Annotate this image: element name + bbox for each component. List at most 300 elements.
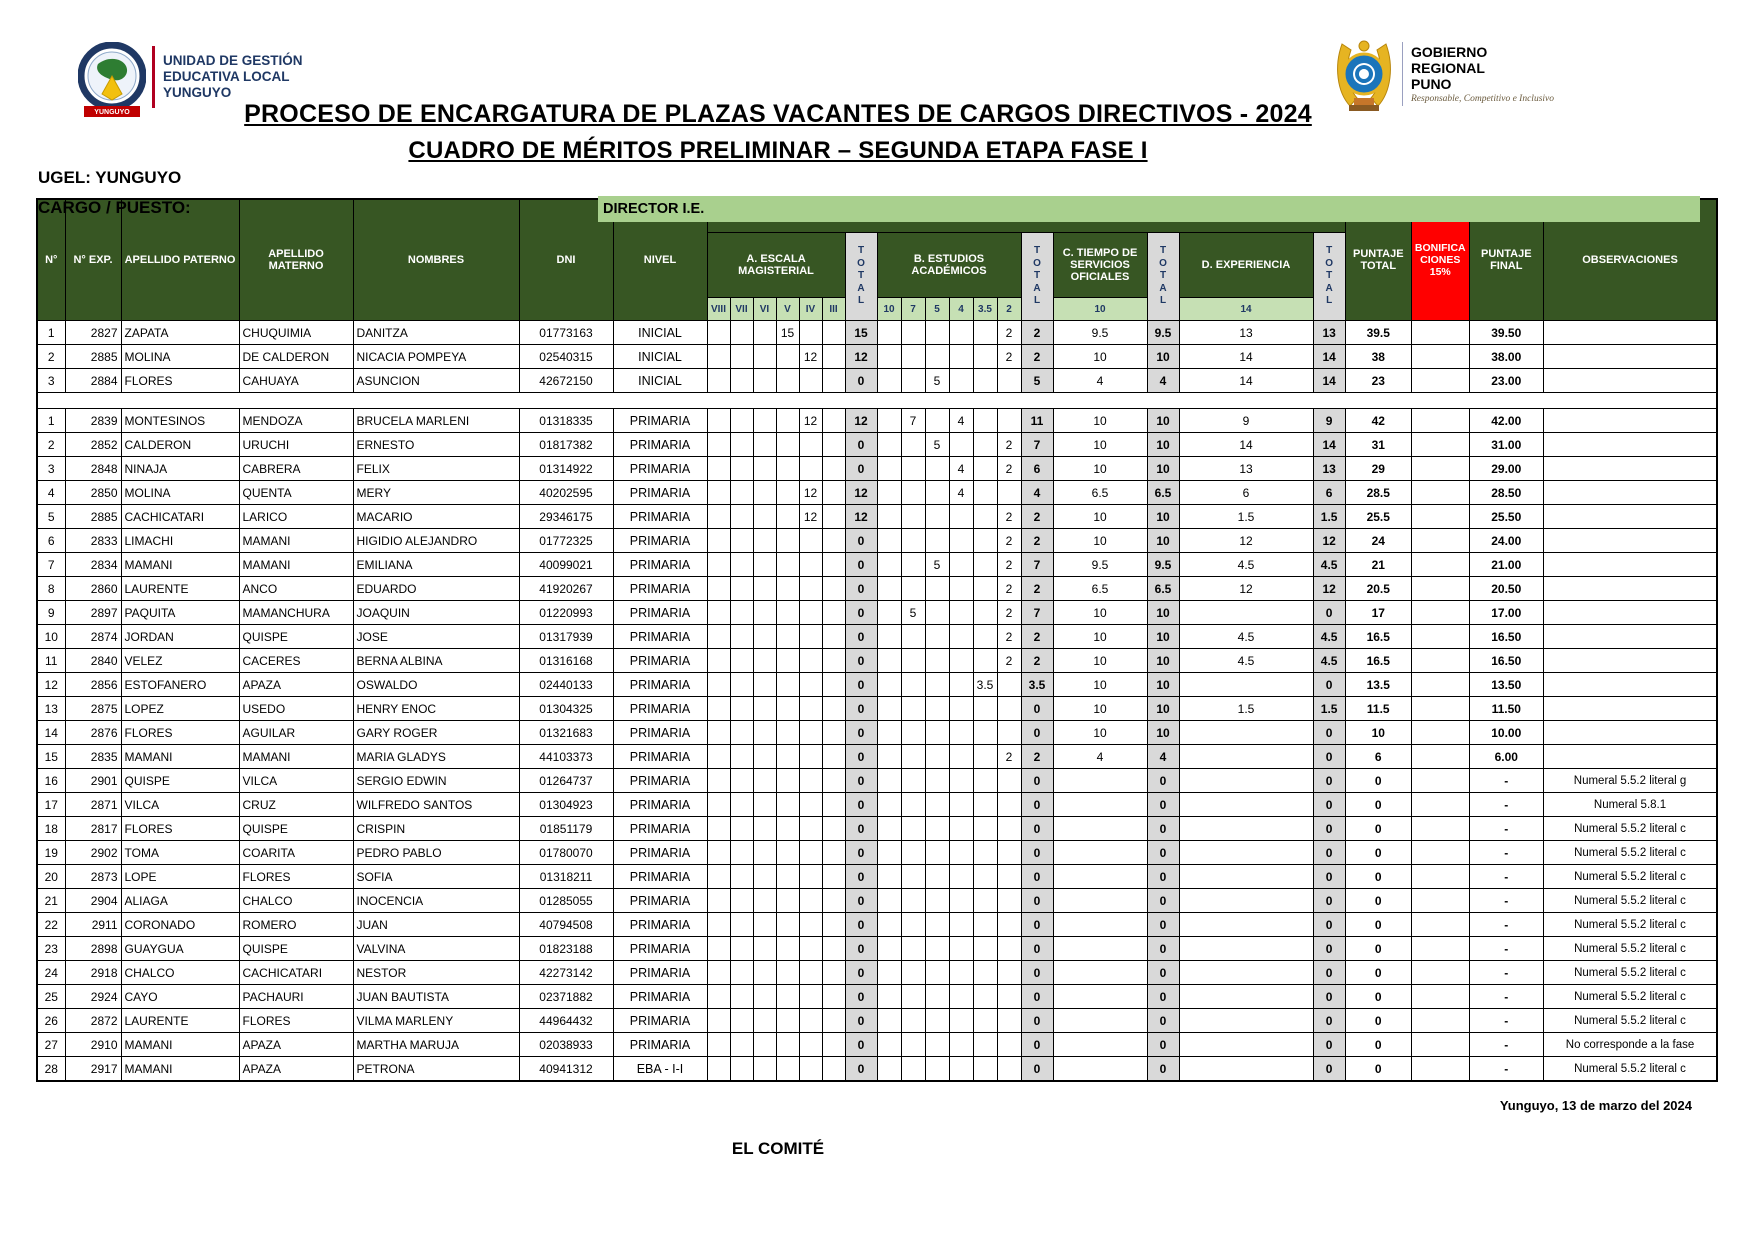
table-cell: CACHICATARI xyxy=(121,505,239,529)
table-cell: 42672150 xyxy=(519,369,613,393)
table-cell xyxy=(707,721,730,745)
table-cell: 2 xyxy=(997,649,1021,673)
table-cell: CRUZ xyxy=(239,793,353,817)
cargo-puesto-label: CARGO / PUESTO: xyxy=(38,198,191,217)
table-cell xyxy=(973,793,997,817)
table-cell xyxy=(776,865,799,889)
table-cell: FLORES xyxy=(239,865,353,889)
table-cell xyxy=(877,1057,901,1082)
table-cell: 2876 xyxy=(65,721,121,745)
table-cell xyxy=(707,769,730,793)
table-cell: 2874 xyxy=(65,625,121,649)
table-cell: 2 xyxy=(997,457,1021,481)
table-cell: 4.5 xyxy=(1313,553,1345,577)
table-cell: 0 xyxy=(845,577,877,601)
table-cell: 0 xyxy=(845,673,877,697)
table-cell: 0 xyxy=(1147,793,1179,817)
table-cell: 9 xyxy=(37,601,65,625)
table-cell xyxy=(776,625,799,649)
table-cell xyxy=(707,481,730,505)
table-cell xyxy=(799,769,822,793)
table-cell: 0 xyxy=(1313,841,1345,865)
table-cell: 25.5 xyxy=(1345,505,1411,529)
table-cell xyxy=(877,457,901,481)
table-cell xyxy=(1543,673,1717,697)
col-header-bonificaciones: BONIFICA CIONES 15% xyxy=(1411,199,1469,321)
table-cell: DE CALDERON xyxy=(239,345,353,369)
table-cell xyxy=(997,793,1021,817)
merit-table-body xyxy=(37,321,1717,1082)
table-cell: 0 xyxy=(1021,697,1053,721)
table-cell: 24.00 xyxy=(1469,529,1543,553)
table-cell: 0 xyxy=(845,889,877,913)
table-cell xyxy=(799,937,822,961)
table-cell xyxy=(776,745,799,769)
table-cell xyxy=(877,913,901,937)
table-cell: 0 xyxy=(845,721,877,745)
table-cell: 7 xyxy=(1021,433,1053,457)
table-cell xyxy=(776,649,799,673)
table-cell: 11.50 xyxy=(1469,697,1543,721)
subcol-estudios-3-5: 3.5 xyxy=(973,298,997,321)
table-row xyxy=(37,625,1717,649)
table-cell: 20.5 xyxy=(1345,577,1411,601)
table-cell: 01817382 xyxy=(519,433,613,457)
table-cell xyxy=(1053,937,1147,961)
table-cell xyxy=(730,529,753,553)
table-cell: 01318211 xyxy=(519,865,613,889)
table-cell: - xyxy=(1469,985,1543,1009)
table-cell xyxy=(822,481,845,505)
table-cell xyxy=(753,529,776,553)
table-cell: 2904 xyxy=(65,889,121,913)
table-cell xyxy=(1179,673,1313,697)
table-cell xyxy=(901,793,925,817)
table-cell xyxy=(877,841,901,865)
table-row xyxy=(37,433,1717,457)
table-cell: 16 xyxy=(37,769,65,793)
table-cell: 10 xyxy=(1147,529,1179,553)
table-cell: 0 xyxy=(1021,793,1053,817)
table-cell: 2839 xyxy=(65,409,121,433)
table-cell xyxy=(901,649,925,673)
masthead xyxy=(0,0,1754,172)
table-cell: 21 xyxy=(1345,553,1411,577)
table-cell xyxy=(1053,865,1147,889)
table-cell: 0 xyxy=(1021,769,1053,793)
table-cell: NICACIA POMPEYA xyxy=(353,345,519,369)
table-cell: OSWALDO xyxy=(353,673,519,697)
table-cell xyxy=(949,369,973,393)
table-cell xyxy=(877,625,901,649)
table-cell: 2 xyxy=(1021,345,1053,369)
table-cell: 4 xyxy=(1053,745,1147,769)
table-cell: ASUNCION xyxy=(353,369,519,393)
table-cell xyxy=(997,369,1021,393)
table-cell xyxy=(925,889,949,913)
table-cell xyxy=(1411,961,1469,985)
table-cell xyxy=(949,817,973,841)
table-cell xyxy=(753,841,776,865)
table-cell xyxy=(707,577,730,601)
table-cell xyxy=(730,745,753,769)
table-cell: 9 xyxy=(1179,409,1313,433)
table-cell xyxy=(901,345,925,369)
table-cell: - xyxy=(1469,841,1543,865)
table-cell: 0 xyxy=(845,697,877,721)
table-cell xyxy=(997,841,1021,865)
table-cell: 4 xyxy=(1021,481,1053,505)
table-cell xyxy=(1543,457,1717,481)
table-cell: 2 xyxy=(1021,577,1053,601)
table-cell: 10 xyxy=(1053,505,1147,529)
table-cell: 10 xyxy=(1147,345,1179,369)
table-cell xyxy=(1411,865,1469,889)
table-cell xyxy=(877,505,901,529)
table-cell: 28.50 xyxy=(1469,481,1543,505)
table-cell: 2840 xyxy=(65,649,121,673)
ugel-label: UGEL: YUNGUYO xyxy=(38,168,182,187)
table-cell: 0 xyxy=(1147,1057,1179,1082)
table-cell xyxy=(1411,505,1469,529)
table-cell xyxy=(949,745,973,769)
table-cell xyxy=(776,985,799,1009)
table-cell: 40202595 xyxy=(519,481,613,505)
table-cell xyxy=(707,601,730,625)
table-cell: 3.5 xyxy=(1021,673,1053,697)
table-row xyxy=(37,841,1717,865)
table-cell xyxy=(822,577,845,601)
table-cell xyxy=(1543,433,1717,457)
table-cell: CAYO xyxy=(121,985,239,1009)
table-cell xyxy=(925,793,949,817)
table-cell xyxy=(925,321,949,345)
table-cell xyxy=(753,985,776,1009)
table-cell: PRIMARIA xyxy=(613,937,707,961)
puno-logo-line1: GOBIERNO xyxy=(1411,44,1488,60)
table-cell xyxy=(1179,937,1313,961)
table-cell: APAZA xyxy=(239,1033,353,1057)
table-cell xyxy=(973,409,997,433)
table-cell xyxy=(799,369,822,393)
table-cell xyxy=(949,913,973,937)
table-cell: - xyxy=(1469,865,1543,889)
subcol-estudios-5: 5 xyxy=(925,298,949,321)
table-cell xyxy=(799,433,822,457)
table-cell: CAHUAYA xyxy=(239,369,353,393)
table-row xyxy=(37,649,1717,673)
table-row xyxy=(37,409,1717,433)
table-cell: 2 xyxy=(1021,321,1053,345)
table-cell xyxy=(776,697,799,721)
table-row xyxy=(37,961,1717,985)
table-cell xyxy=(799,601,822,625)
table-cell xyxy=(776,1033,799,1057)
table-cell: 23.00 xyxy=(1469,369,1543,393)
table-cell: 2 xyxy=(37,345,65,369)
table-cell xyxy=(973,865,997,889)
table-cell: CALDERON xyxy=(121,433,239,457)
table-cell xyxy=(753,937,776,961)
table-cell xyxy=(925,649,949,673)
table-cell: 0 xyxy=(845,793,877,817)
table-cell: Numeral 5.5.2 literal c xyxy=(1543,1057,1717,1082)
table-cell: 01773163 xyxy=(519,321,613,345)
table-cell xyxy=(925,697,949,721)
table-cell xyxy=(730,345,753,369)
table-cell: MOLINA xyxy=(121,481,239,505)
table-cell xyxy=(901,769,925,793)
table-cell xyxy=(776,769,799,793)
table-cell xyxy=(973,345,997,369)
table-cell xyxy=(730,433,753,457)
table-cell: 2918 xyxy=(65,961,121,985)
table-cell: 42.00 xyxy=(1469,409,1543,433)
table-cell: 19 xyxy=(37,841,65,865)
table-cell xyxy=(997,865,1021,889)
table-cell xyxy=(877,1009,901,1033)
table-cell: 01264737 xyxy=(519,769,613,793)
table-cell: QUENTA xyxy=(239,481,353,505)
table-cell: - xyxy=(1469,889,1543,913)
table-cell: 0 xyxy=(1147,841,1179,865)
table-row xyxy=(37,1057,1717,1082)
table-cell: 01321683 xyxy=(519,721,613,745)
table-cell xyxy=(949,345,973,369)
table-cell: GARY ROGER xyxy=(353,721,519,745)
table-cell: VALVINA xyxy=(353,937,519,961)
table-cell xyxy=(877,553,901,577)
table-cell: 2910 xyxy=(65,1033,121,1057)
table-cell: 0 xyxy=(1313,937,1345,961)
table-cell xyxy=(997,673,1021,697)
table-cell: 23 xyxy=(1345,369,1411,393)
table-cell: 0 xyxy=(1313,985,1345,1009)
table-cell: - xyxy=(1469,937,1543,961)
table-cell xyxy=(799,649,822,673)
table-cell: 3 xyxy=(37,369,65,393)
table-cell xyxy=(776,817,799,841)
table-cell: 9.5 xyxy=(1147,553,1179,577)
table-cell: 01304923 xyxy=(519,793,613,817)
table-row xyxy=(37,481,1717,505)
table-cell xyxy=(730,1009,753,1033)
table-cell: 2834 xyxy=(65,553,121,577)
table-cell xyxy=(1543,745,1717,769)
table-cell xyxy=(707,961,730,985)
table-cell: 2875 xyxy=(65,697,121,721)
table-cell xyxy=(925,961,949,985)
table-cell xyxy=(707,889,730,913)
table-cell xyxy=(730,961,753,985)
table-cell: VILMA MARLENY xyxy=(353,1009,519,1033)
table-cell: 0 xyxy=(845,1033,877,1057)
table-cell: MACARIO xyxy=(353,505,519,529)
col-header-total-b: TOTAL xyxy=(1021,233,1053,321)
table-cell: 16.5 xyxy=(1345,625,1411,649)
table-cell: 44103373 xyxy=(519,745,613,769)
table-cell: 7 xyxy=(1021,601,1053,625)
table-cell: 0 xyxy=(845,649,877,673)
col-header-puntaje-total: PUNTAJE TOTAL xyxy=(1345,199,1411,321)
table-cell xyxy=(753,1009,776,1033)
table-cell: ZAPATA xyxy=(121,321,239,345)
table-cell: 9.5 xyxy=(1053,553,1147,577)
table-cell xyxy=(1411,577,1469,601)
table-cell: - xyxy=(1469,961,1543,985)
table-cell: - xyxy=(1469,913,1543,937)
table-cell xyxy=(799,1009,822,1033)
table-cell: JORDAN xyxy=(121,625,239,649)
table-cell xyxy=(973,769,997,793)
table-cell: 4.5 xyxy=(1313,625,1345,649)
table-cell xyxy=(822,793,845,817)
table-cell xyxy=(776,937,799,961)
table-cell: 13 xyxy=(1179,321,1313,345)
table-cell xyxy=(753,481,776,505)
table-cell: 4 xyxy=(37,481,65,505)
table-cell xyxy=(707,697,730,721)
table-cell: MAMANI xyxy=(121,745,239,769)
table-cell: 0 xyxy=(1021,817,1053,841)
table-cell: PRIMARIA xyxy=(613,601,707,625)
table-cell xyxy=(753,625,776,649)
table-cell: 01285055 xyxy=(519,889,613,913)
table-cell xyxy=(973,697,997,721)
table-cell: 0 xyxy=(845,529,877,553)
table-cell: 0 xyxy=(1313,865,1345,889)
table-cell: 2835 xyxy=(65,745,121,769)
table-cell xyxy=(730,553,753,577)
table-cell xyxy=(997,409,1021,433)
table-cell: 0 xyxy=(845,937,877,961)
table-cell: 25.50 xyxy=(1469,505,1543,529)
table-cell xyxy=(901,625,925,649)
table-cell xyxy=(877,529,901,553)
table-cell xyxy=(973,1009,997,1033)
table-cell xyxy=(707,1057,730,1082)
table-cell: MAMANI xyxy=(121,553,239,577)
table-cell: 4 xyxy=(949,409,973,433)
table-cell xyxy=(822,369,845,393)
table-cell xyxy=(973,433,997,457)
table-cell: CACHICATARI xyxy=(239,961,353,985)
table-cell: 0 xyxy=(1345,961,1411,985)
table-cell xyxy=(1053,961,1147,985)
ugel-logo-line2: EDUCATIVA LOCAL xyxy=(163,68,290,84)
table-cell: PRIMARIA xyxy=(613,505,707,529)
table-cell: PRIMARIA xyxy=(613,721,707,745)
table-cell: 16.5 xyxy=(1345,649,1411,673)
table-cell: 01220993 xyxy=(519,601,613,625)
table-cell xyxy=(730,673,753,697)
table-cell xyxy=(776,841,799,865)
table-cell: 0 xyxy=(1313,745,1345,769)
table-cell: 0 xyxy=(1147,961,1179,985)
table-cell: 4.5 xyxy=(1313,649,1345,673)
table-cell xyxy=(753,817,776,841)
table-cell xyxy=(925,769,949,793)
table-cell xyxy=(822,505,845,529)
table-cell xyxy=(997,985,1021,1009)
table-cell: 0 xyxy=(845,841,877,865)
table-cell: 9 xyxy=(1313,409,1345,433)
table-cell xyxy=(1411,409,1469,433)
table-cell xyxy=(925,937,949,961)
table-cell xyxy=(730,913,753,937)
table-cell: 13 xyxy=(1313,457,1345,481)
table-cell xyxy=(753,793,776,817)
table-cell: 10 xyxy=(1053,529,1147,553)
table-cell xyxy=(822,745,845,769)
table-cell xyxy=(753,369,776,393)
table-cell xyxy=(822,529,845,553)
table-cell: PRIMARIA xyxy=(613,481,707,505)
table-cell xyxy=(973,889,997,913)
table-cell: 40099021 xyxy=(519,553,613,577)
table-cell xyxy=(753,457,776,481)
table-cell: 24 xyxy=(1345,529,1411,553)
table-row xyxy=(37,345,1717,369)
table-cell: 2 xyxy=(997,745,1021,769)
table-cell: 5 xyxy=(901,601,925,625)
col-header-total-c: TOTAL xyxy=(1147,233,1179,321)
table-cell xyxy=(973,721,997,745)
table-cell xyxy=(997,769,1021,793)
table-cell: 0 xyxy=(1313,1057,1345,1082)
table-cell: 0 xyxy=(1021,865,1053,889)
table-cell xyxy=(997,961,1021,985)
table-cell: PRIMARIA xyxy=(613,697,707,721)
table-cell xyxy=(925,345,949,369)
table-cell: Numeral 5.5.2 literal c xyxy=(1543,889,1717,913)
table-cell xyxy=(925,985,949,1009)
table-cell: 02038933 xyxy=(519,1033,613,1057)
table-cell: 10 xyxy=(1147,601,1179,625)
table-cell xyxy=(799,625,822,649)
puno-logo-line3: PUNO xyxy=(1411,76,1452,93)
table-cell: 13 xyxy=(37,697,65,721)
table-cell: MONTESINOS xyxy=(121,409,239,433)
table-cell: 1.5 xyxy=(1313,505,1345,529)
subcol-servicios-10: 10 xyxy=(1053,298,1147,321)
subcol-estudios-4: 4 xyxy=(949,298,973,321)
document-meta xyxy=(38,168,1754,224)
table-cell: 16.50 xyxy=(1469,649,1543,673)
table-cell xyxy=(1179,1033,1313,1057)
table-cell xyxy=(822,721,845,745)
table-cell: 12 xyxy=(845,345,877,369)
table-cell xyxy=(730,457,753,481)
table-cell: 2 xyxy=(1021,505,1053,529)
table-cell xyxy=(1543,553,1717,577)
table-cell: 6.5 xyxy=(1147,577,1179,601)
table-cell: ANCO xyxy=(239,577,353,601)
table-cell: 0 xyxy=(845,457,877,481)
table-cell: 6 xyxy=(1313,481,1345,505)
table-cell: 39.50 xyxy=(1469,321,1543,345)
table-cell xyxy=(730,1057,753,1082)
table-cell xyxy=(822,553,845,577)
table-cell: 2 xyxy=(997,577,1021,601)
table-cell: 0 xyxy=(845,745,877,769)
table-cell xyxy=(1411,321,1469,345)
table-cell xyxy=(1543,369,1717,393)
table-cell: SOFIA xyxy=(353,865,519,889)
table-row xyxy=(37,937,1717,961)
table-cell xyxy=(753,649,776,673)
table-cell: 17.00 xyxy=(1469,601,1543,625)
